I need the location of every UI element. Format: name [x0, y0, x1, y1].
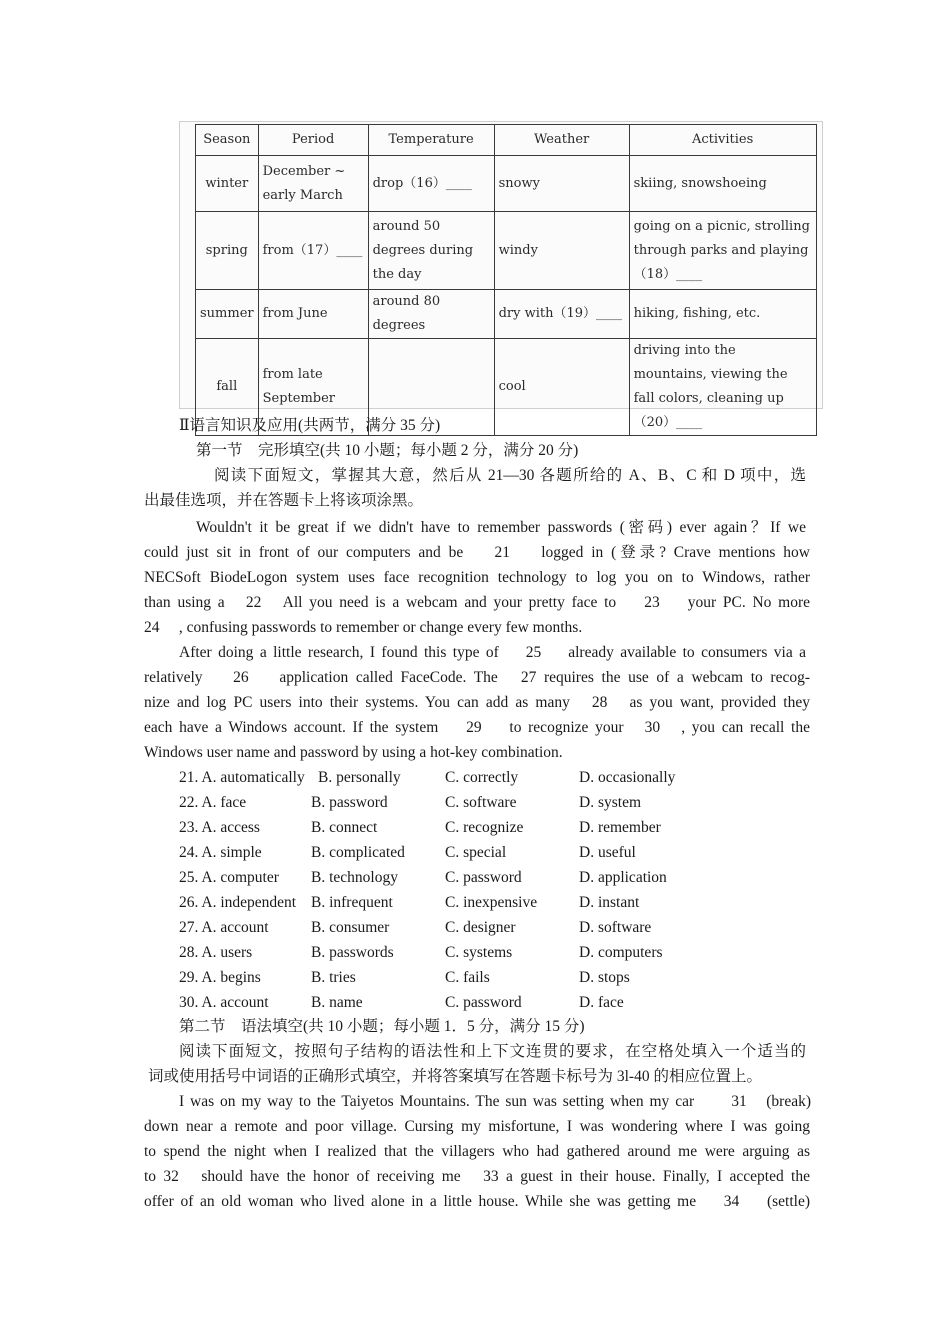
- option-c: C. special: [445, 844, 507, 861]
- table-cell: going on a picnic, strolling through parks and playing（18）____: [629, 212, 816, 290]
- option-a: 21. A. automatically: [179, 769, 305, 786]
- option-c: C. designer: [445, 919, 516, 936]
- option-a: 25. A. computer: [179, 869, 279, 886]
- table-cell: from（17）____: [258, 212, 368, 290]
- table-cell: summer: [196, 290, 259, 339]
- instruction-line: 出最佳选项，并在答题卡上将该项涂黑。: [144, 492, 424, 509]
- table-cell: spring: [196, 212, 259, 290]
- table-cell: December ~ early March: [258, 156, 368, 212]
- option-c: C. software: [445, 794, 517, 811]
- passage-line: to spend the night when I realized that the villagers who had gathered around me were arguing as: [144, 1143, 810, 1160]
- table-cell: snowy: [494, 156, 629, 212]
- table-cell: around 50 degrees during the day: [368, 212, 494, 290]
- option-d: D. software: [579, 919, 652, 936]
- option-d: D. remember: [579, 819, 661, 836]
- table-cell: driving into the mountains, viewing the fall colors, cleaning up（20）____: [629, 339, 816, 436]
- table-header-row: [196, 125, 817, 156]
- option-d: D. system: [579, 794, 641, 811]
- header-temperature: Temperature: [368, 125, 494, 156]
- option-d: D. face: [579, 994, 624, 1011]
- option-b: B. tries: [311, 969, 356, 986]
- table-cell: skiing, snowshoeing: [629, 156, 816, 212]
- option-c: C. fails: [445, 969, 490, 986]
- option-b: B. password: [311, 794, 388, 811]
- option-a: 22. A. face: [179, 794, 247, 811]
- passage-line: Windows user name and password by using a hot-key combination.: [144, 744, 563, 761]
- option-c: C. recognize: [445, 819, 524, 836]
- passage-line: After doing a little research, I found this type of 25 already available to consumers via a: [179, 644, 806, 661]
- option-d: D. computers: [579, 944, 663, 961]
- option-b: B. passwords: [311, 944, 394, 961]
- section-heading: Ⅱ语言知识及应用(共两节，满分 35 分): [179, 417, 441, 434]
- option-d: D. stops: [579, 969, 630, 986]
- option-a: 27. A. account: [179, 919, 269, 936]
- option-b: B. consumer: [311, 919, 390, 936]
- table-row: [196, 156, 817, 212]
- header-activities: Activities: [629, 125, 816, 156]
- option-c: C. inexpensive: [445, 894, 538, 911]
- subsection-heading: 第二节 语法填空(共 10 小题；每小题 1．5 分，满分 15 分): [179, 1018, 585, 1035]
- passage-line: offer of an old woman who lived alone in a little house. While she was getting me 34 (settle): [144, 1193, 810, 1210]
- passage-line: could just sit in front of our computers and be 21 logged in (登录? Crave mentions how: [144, 544, 810, 561]
- option-d: D. instant: [579, 894, 640, 911]
- table-cell: hiking, fishing, etc.: [629, 290, 816, 339]
- option-a: 29. A. begins: [179, 969, 261, 986]
- option-b: B. name: [311, 994, 363, 1011]
- table-cell: drop（16）____: [368, 156, 494, 212]
- passage-line: to 32 should have the honor of receiving me 33 a guest in their house. Finally, I accepted the: [144, 1168, 810, 1185]
- header-weather: Weather: [494, 125, 629, 156]
- option-b: B. connect: [311, 819, 378, 836]
- instruction-line: 词或使用括号中词语的正确形式填空，并将答案填写在答题卡标号为 3l-40 的相应位置上。: [148, 1068, 762, 1085]
- option-b: B. personally: [318, 769, 401, 786]
- table-cell: dry with（19）____: [494, 290, 629, 339]
- option-a: 28. A. users: [179, 944, 253, 961]
- instruction-line: 阅读下面短文，掌握其大意，然后从 21—30 各题所给的 A、B、C 和 D 项中，选: [214, 467, 806, 484]
- table-cell: cool: [494, 339, 629, 436]
- option-b: B. technology: [311, 869, 398, 886]
- subsection-heading: 第一节 完形填空(共 10 小题；每小题 2 分，满分 20 分): [196, 442, 579, 459]
- passage-line: nize and log PC users into their systems. You can add as many 28 as you want, provided they: [144, 694, 810, 711]
- table-cell: windy: [494, 212, 629, 290]
- table-cell: fall: [196, 339, 259, 436]
- option-c: C. password: [445, 994, 522, 1011]
- option-a: 23. A. access: [179, 819, 260, 836]
- table-cell: from late September: [258, 339, 368, 436]
- passage-line: Wouldn't it be great if we didn't have to remember passwords (密码) ever again？If we: [196, 519, 806, 536]
- passage-line: 24 , confusing passwords to remember or change every few months.: [144, 619, 583, 636]
- option-b: B. infrequent: [311, 894, 393, 911]
- table-cell: winter: [196, 156, 259, 212]
- option-d: D. occasionally: [579, 769, 676, 786]
- option-c: C. password: [445, 869, 522, 886]
- option-a: 30. A. account: [179, 994, 269, 1011]
- passage-line: NECSoft BiodeLogon system uses face recognition technology to log you on to Windows, rather: [144, 569, 810, 586]
- option-c: C. correctly: [445, 769, 519, 786]
- table-row: [196, 290, 817, 339]
- option-a: 26. A. independent: [179, 894, 297, 911]
- option-d: D. useful: [579, 844, 636, 861]
- option-c: C. systems: [445, 944, 513, 961]
- passage-line: relatively 26 application called FaceCode. The 27 requires the use of a webcam to recog-: [144, 669, 810, 686]
- option-d: D. application: [579, 869, 667, 886]
- passage-line: each have a Windows account. If the system 29 to recognize your 30 , you can recall the: [144, 719, 810, 736]
- passage-line: than using a 22 All you need is a webcam and your pretty face to 23 your PC. No more: [144, 594, 810, 611]
- option-b: B. complicated: [311, 844, 405, 861]
- header-season: Season: [196, 125, 259, 156]
- table-cell: around 80 degrees: [368, 290, 494, 339]
- table-cell: from June: [258, 290, 368, 339]
- table-row: [196, 212, 817, 290]
- header-period: Period: [258, 125, 368, 156]
- instruction-line: 阅读下面短文，按照句子结构的语法性和上下文连贯的要求，在空格处填入一个适当的: [179, 1043, 806, 1060]
- option-a: 24. A. simple: [179, 844, 262, 861]
- passage-line: down near a remote and poor village. Cursing my misfortune, I was wondering where I was going: [144, 1118, 810, 1135]
- season-table: [195, 124, 817, 436]
- passage-line: I was on my way to the Taiyetos Mountains. The sun was setting when my car 31 (break): [179, 1093, 811, 1110]
